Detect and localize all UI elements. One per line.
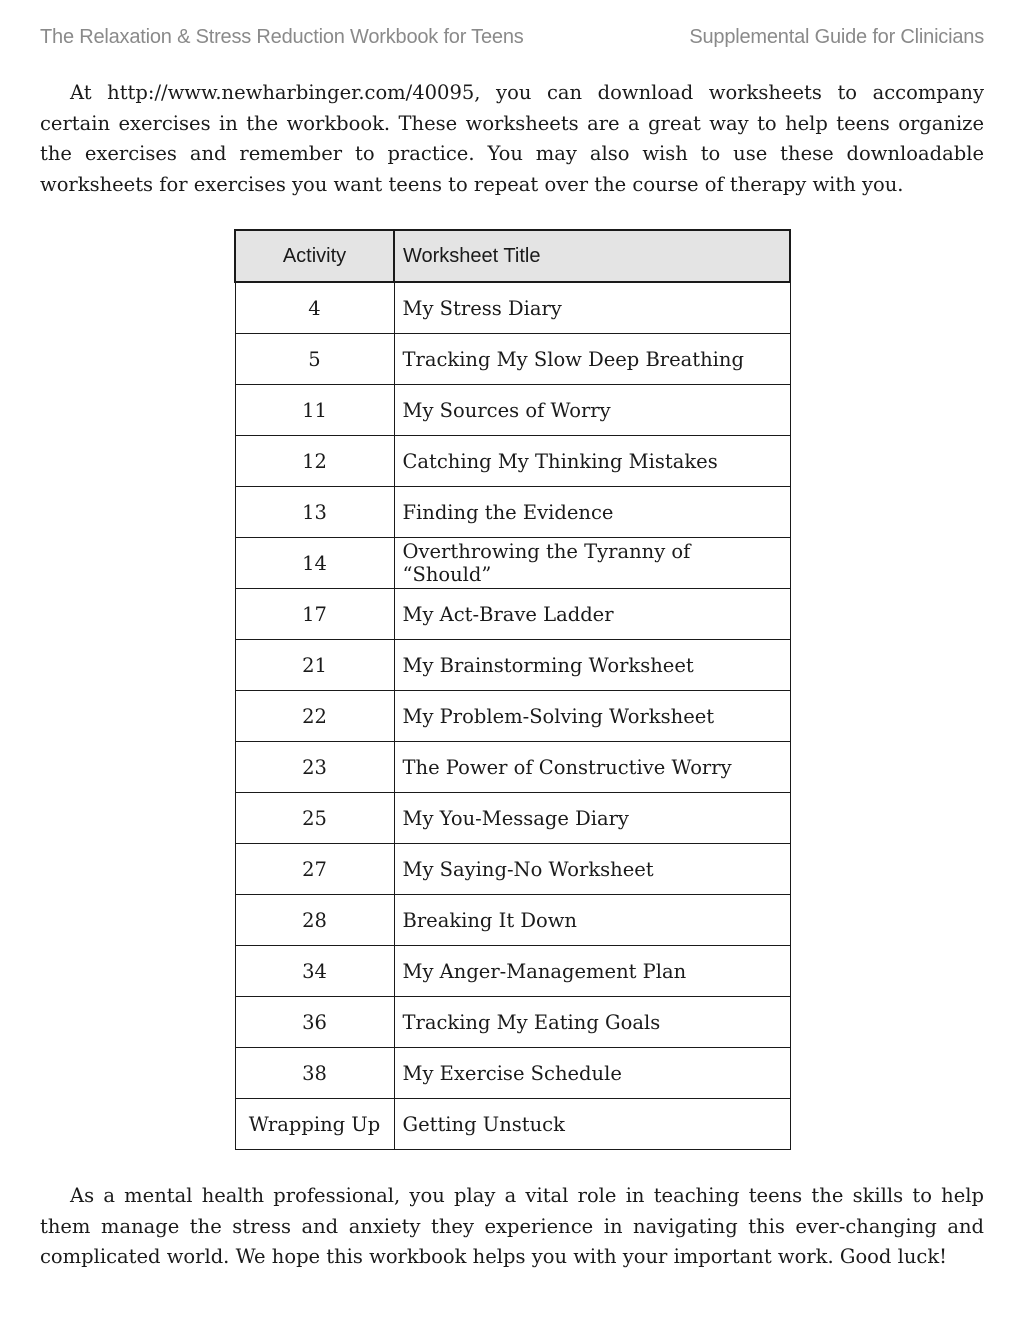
activity-number: 11 (235, 385, 394, 436)
activity-number: 17 (235, 589, 394, 640)
table-row (235, 895, 790, 946)
closing-paragraph: As a mental health professional, you play a vital role in teaching teens the skills to help them manage the stress and anxiety they experience in navigating this ever-changing and complicated world. We hope this workbook helps you with your important work. Good luck! (40, 1184, 984, 1268)
table-row (235, 946, 790, 997)
worksheet-title: My Brainstorming Worksheet (394, 640, 790, 691)
worksheet-title: Getting Unstuck (394, 1099, 790, 1150)
table-header-row (235, 230, 790, 282)
table-row (235, 640, 790, 691)
activity-number: 28 (235, 895, 394, 946)
worksheet-title: My Stress Diary (394, 282, 790, 334)
running-header (40, 26, 984, 49)
worksheet-title: The Power of Constructive Worry (394, 742, 790, 793)
activity-column-header: Activity (235, 230, 394, 282)
worksheet-title: My Saying-No Worksheet (394, 844, 790, 895)
worksheet-title: My Exercise Schedule (394, 1048, 790, 1099)
table-row (235, 282, 790, 334)
activity-number: 13 (235, 487, 394, 538)
worksheet-title: Catching My Thinking Mistakes (394, 436, 790, 487)
worksheet-title-column-header: Worksheet Title (394, 230, 790, 282)
activity-number: 23 (235, 742, 394, 793)
activity-number: 38 (235, 1048, 394, 1099)
table-row (235, 1099, 790, 1150)
activity-number: 14 (235, 538, 394, 589)
table-row (235, 487, 790, 538)
guide-title: Supplemental Guide for Clinicians (689, 26, 984, 48)
table-row (235, 334, 790, 385)
activity-number: Wrapping Up (235, 1099, 394, 1150)
activity-number: 5 (235, 334, 394, 385)
activity-number: 22 (235, 691, 394, 742)
activity-number: 36 (235, 997, 394, 1048)
worksheet-title: My Act-Brave Ladder (394, 589, 790, 640)
table-row (235, 589, 790, 640)
worksheet-title: Overthrowing the Tyranny of “Should” (394, 538, 790, 589)
activity-number: 4 (235, 282, 394, 334)
activity-number: 27 (235, 844, 394, 895)
table-row (235, 844, 790, 895)
activity-number: 21 (235, 640, 394, 691)
table-row (235, 1048, 790, 1099)
worksheet-title: Finding the Evidence (394, 487, 790, 538)
table-row (235, 691, 790, 742)
worksheet-title: Tracking My Slow Deep Breathing (394, 334, 790, 385)
worksheet-title: My You-Message Diary (394, 793, 790, 844)
worksheet-table (234, 229, 791, 1150)
table-row (235, 538, 790, 589)
activity-number: 25 (235, 793, 394, 844)
table-row (235, 793, 790, 844)
intro-paragraph: At http://www.newharbinger.com/40095, you can download worksheets to accompany certain exercises in the workbook. These worksheets are a great way to help teens organize the exercises and remember to practice. You may also wish to use these downloadable worksheets for exercises you want teens to repeat over the course of therapy with you. (40, 81, 984, 196)
table-row (235, 385, 790, 436)
activity-number: 12 (235, 436, 394, 487)
worksheet-title: Tracking My Eating Goals (394, 997, 790, 1048)
worksheet-title: Breaking It Down (394, 895, 790, 946)
table-row (235, 436, 790, 487)
activity-number: 34 (235, 946, 394, 997)
worksheet-title: My Problem-Solving Worksheet (394, 691, 790, 742)
table-row (235, 997, 790, 1048)
worksheet-title: My Anger-Management Plan (394, 946, 790, 997)
table-row (235, 742, 790, 793)
book-title: The Relaxation & Stress Reduction Workbook for Teens (40, 26, 524, 48)
worksheet-title: My Sources of Worry (394, 385, 790, 436)
